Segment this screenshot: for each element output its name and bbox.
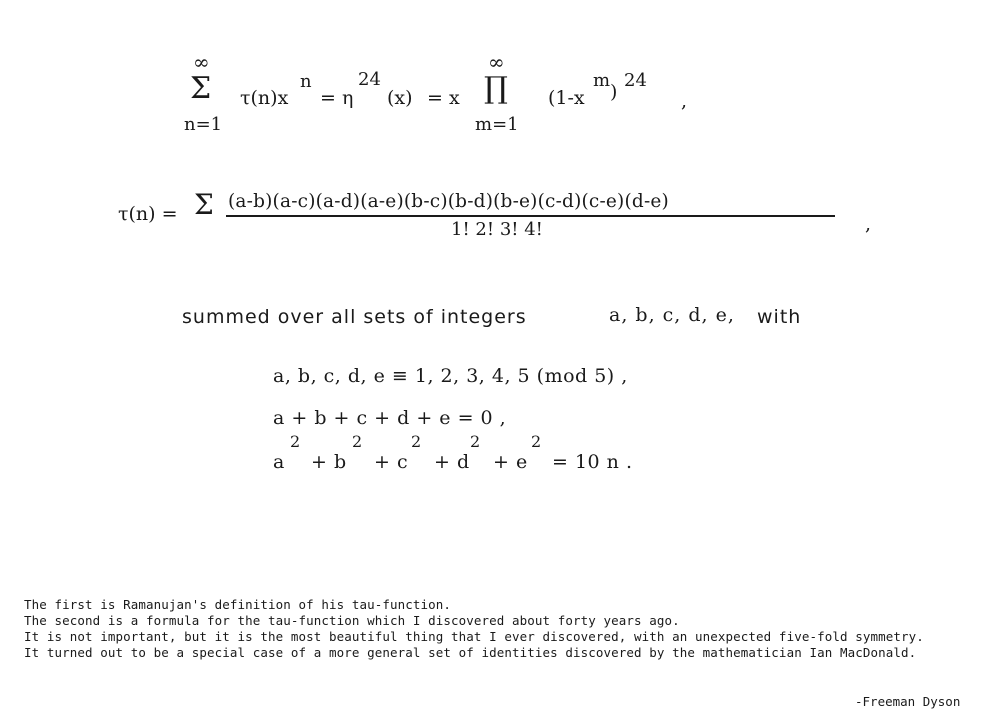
signature: -Freeman Dyson (855, 694, 961, 709)
conditions-variables: a, b, c, d, e, (609, 304, 735, 326)
equals-x: = x (427, 87, 460, 109)
factor: (1-x (548, 87, 585, 109)
denominator: 1! 2! 3! 4! (451, 219, 543, 240)
equation1-comma: , (681, 90, 688, 112)
fraction-bar (226, 215, 835, 217)
sum-symbol-2: Σ (194, 188, 214, 221)
square-term: + e (493, 451, 528, 473)
square-term: + d (434, 451, 470, 473)
square-exponent: 2 (290, 432, 301, 451)
factor-close: ) (610, 81, 618, 103)
quote-line: The second is a formula for the tau-function which I discovered about forty years ago. (24, 613, 680, 628)
quote-line: It is not important, but it is the most beautiful thing that I ever discovered, with an unexpected five-fold symmetry. (24, 629, 924, 644)
eta-argument: (x) (387, 87, 413, 109)
quote-line: It turned out to be a special case of a more general set of identities discovered by the mathematician Ian MacDonald. (24, 645, 917, 660)
sum-upper-limit: ∞ (193, 50, 210, 74)
eta-exponent: 24 (358, 69, 381, 90)
square-rhs: = 10 n . (552, 451, 633, 473)
square-exponent: 2 (411, 432, 422, 451)
square-exponent: 2 (352, 432, 363, 451)
square-exponent: 2 (470, 432, 481, 451)
sum-symbol: Σ (190, 71, 212, 106)
conditions-with: with (757, 306, 802, 328)
factor-exponent: m (593, 70, 611, 91)
square-term: + c (374, 451, 409, 473)
product-upper-limit: ∞ (488, 50, 505, 74)
power-24: 24 (624, 70, 647, 91)
congruence-condition: a, b, c, d, e ≡ 1, 2, 3, 4, 5 (mod 5) , (273, 365, 628, 387)
sum-lower-limit: n=1 (184, 114, 223, 135)
square-term: a (273, 451, 285, 473)
product-symbol: ∏ (484, 71, 508, 106)
numerator: (a-b)(a-c)(a-d)(a-e)(b-c)(b-d)(b-e)(c-d)(c-e)(d-e) (228, 191, 669, 212)
square-term: + b (311, 451, 347, 473)
conditions-intro: summed over all sets of integers (182, 306, 527, 328)
eta-equals: = η (320, 87, 354, 109)
quote-line: The first is Ramanujan's definition of his tau-function. (24, 597, 452, 612)
tau-term: τ(n)x (240, 87, 289, 109)
square-exponent: 2 (531, 432, 542, 451)
term-exponent: n (300, 71, 312, 92)
sum-zero-condition: a + b + c + d + e = 0 , (273, 407, 507, 429)
product-lower-limit: m=1 (475, 114, 519, 135)
equation2-comma: , (865, 213, 872, 235)
tau-lhs: τ(n) = (118, 203, 178, 225)
